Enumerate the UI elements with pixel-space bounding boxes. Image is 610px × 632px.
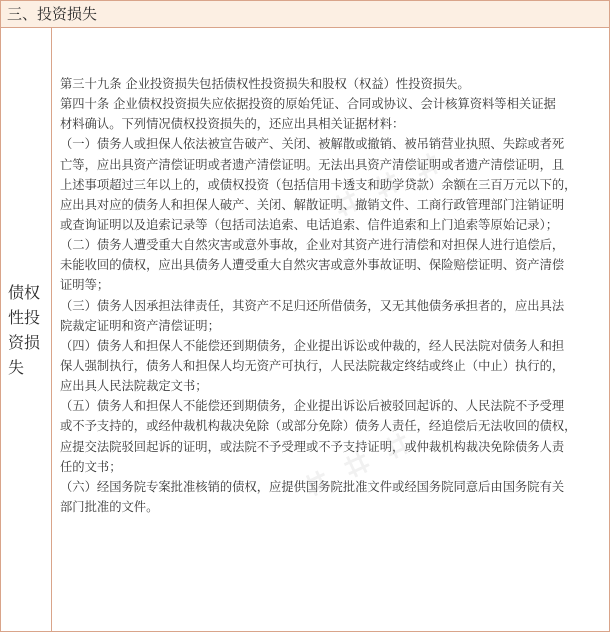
section-title: 三、投资损失	[7, 5, 98, 23]
row-label	[8, 280, 48, 380]
content-line: 应出具对应的债务人和担保人破产、关闭、解散证明、撤销文件、工商行政管理部门注销证明	[60, 197, 565, 212]
row-label-line: 失	[8, 358, 25, 377]
content-line: 上述事项超过三年以上的，或债权投资（包括信用卡透支和助学贷款）余额在三百万元以下的，	[60, 177, 577, 192]
content-line: 或查询证明以及追索记录等（包括司法追索、电话追索、信件追索和上门追索等原始记录）；	[60, 217, 559, 232]
content-line: 第三十九条 企业投资损失包括债权性投资损失和股权（权益）性投资损失。	[60, 77, 470, 91]
content-line: 第四十条 企业债权投资损失应依据投资的原始凭证、合同或协议、会计核算资料等相关证据	[60, 97, 556, 112]
content-line: （五）债务人和担保人不能偿还到期债务，企业提出诉讼后被驳回起诉的、人民法院不予受理	[60, 399, 565, 414]
content-cell	[52, 28, 609, 631]
content-line: （六）经国务院专案批准核销的债权，应提供国务院批准文件或经国务院同意后由国务院有关	[60, 479, 565, 494]
row-label-line: 性投	[8, 308, 41, 327]
content-line: 部门批准的文件。	[60, 499, 159, 514]
content-line: 保人强制执行，债务人和担保人均无资产可执行，人民法院裁定终结或终止（中止）执行的，	[60, 358, 565, 373]
content-line: 任的文书；	[60, 459, 122, 474]
row-label-line: 资损	[8, 333, 41, 352]
section-header	[1, 1, 609, 28]
row-label-cell	[1, 28, 52, 631]
content-line: 应提交法院驳回起诉的证明，或法院不予受理或不予支持证明，或仲裁机构裁决免除债务人责	[60, 439, 565, 454]
watermark: ⌗ ⌗ ⌗	[296, 418, 421, 510]
content-line: （四）债务人和担保人不能偿还到期债务，企业提出诉讼或仲裁的，经人民法院对债务人和担	[60, 338, 565, 353]
content-line: （二）债务人遭受重大自然灾害或意外事故，企业对其资产进行清偿和对担保人进行追偿后，	[60, 238, 565, 253]
content-line: （一）债务人或担保人依法被宣告破产、关闭、被解散或撤销、被吊销营业执照、失踪或者死	[60, 137, 565, 152]
content-line: 院裁定证明和资产清偿证明；	[60, 318, 220, 333]
content-line: 材料确认。下列情况债权投资损失的，还应出具相关证据材料：	[60, 117, 405, 132]
content-line: 证明等；	[60, 278, 110, 293]
content-line: 未能收回的债权，应出具债务人遭受重大自然灾害或意外事故证明、保险赔偿证明、资产清偿	[60, 258, 565, 273]
content-line: 亡等，应出具资产清偿证明或者遗产清偿证明。无法出具资产清偿证明或者遗产清偿证明，且	[60, 157, 565, 172]
content-text	[60, 74, 600, 517]
content-line: 应出具人民法院裁定文书；	[60, 379, 208, 394]
watermark: ⌗ ⌗ ⌗	[326, 138, 451, 230]
row-label-line: 债权	[8, 283, 41, 302]
content-line: 或不予支持的，或经仲裁机构裁决免除（或部分免除）债务人责任，经追偿后无法收回的债权，	[60, 419, 577, 434]
content-line: （三）债务人因承担法律责任，其资产不足归还所借债务，又无其他债务承担者的，应出具法	[60, 298, 565, 313]
